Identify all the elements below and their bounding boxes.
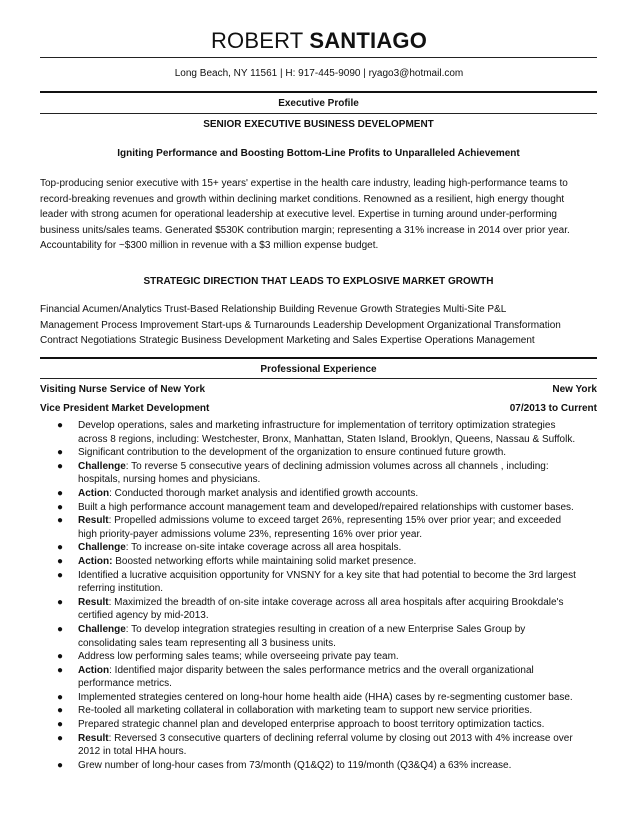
bullet-text: Boosted networking efforts while maintaining solid market presence. <box>112 555 417 567</box>
bullet-text: : Identified major disparity between the sales performance metrics and the overall organizational <box>109 664 534 676</box>
position-row <box>40 403 597 414</box>
position-title: Vice President Market Development <box>40 403 210 414</box>
bullet-dot-icon: ● <box>57 691 64 703</box>
name-divider <box>40 57 597 58</box>
skills-line: Financial Acumen/Analytics Trust-Based Relationship Building Revenue Growth Strategies Multi-Site P&L <box>40 304 507 315</box>
role-title: SENIOR EXECUTIVE BUSINESS DEVELOPMENT <box>203 119 434 130</box>
bullet-label: Challenge <box>78 542 126 554</box>
strategy-heading: STRATEGIC DIRECTION THAT LEADS TO EXPLOSIVE MARKET GROWTH <box>143 276 494 287</box>
experience-bullet <box>40 732 600 759</box>
profile-section-title: Executive Profile <box>278 98 359 109</box>
employer-name: Visiting Nurse Service of New York <box>40 384 206 395</box>
bullet-label: Challenge <box>78 623 126 635</box>
experience-bullet <box>40 569 600 596</box>
bullet-label: Action <box>78 664 110 676</box>
bullet-text: : To increase on-site intake coverage across all area hospitals. <box>125 542 402 554</box>
experience-bullet <box>40 446 600 460</box>
bullet-dot-icon: ● <box>57 501 64 513</box>
bullet-dot-icon: ● <box>57 719 64 731</box>
bullet-text: across 8 regions, including: Westchester, Bronx, Manhattan, Staten Island, Brooklyn, Queens, Nassau & Suffolk. <box>78 433 576 445</box>
bullet-text: consolidating sales team representing all 3 business units. <box>78 637 336 649</box>
bullet-text: : Reversed 3 consecutive quarters of declining referral volume by closing out 2013 with 4% increase over <box>108 732 573 744</box>
bullet-dot-icon: ● <box>57 555 64 567</box>
bullet-text: certified agency by mid-2013. <box>78 610 209 622</box>
bullet-dot-icon: ● <box>57 623 64 635</box>
skills-paragraph <box>40 302 600 349</box>
first-name: ROBERT <box>210 28 304 53</box>
experience-divider-bottom <box>40 378 597 379</box>
experience-bullet <box>40 460 600 487</box>
bullet-text: Develop operations, sales and marketing infrastructure for implementation of territory optimization strategies <box>78 420 556 431</box>
bullet-label: Action <box>78 487 110 499</box>
experience-bullet <box>40 664 600 691</box>
summary-paragraph <box>40 176 600 254</box>
bullet-dot-icon: ● <box>57 651 64 663</box>
experience-bullet <box>40 487 600 501</box>
last-name: SANTIAGO <box>309 28 428 53</box>
experience-bullet <box>40 623 600 650</box>
bullet-text: : Propelled admissions volume to exceed target 26%, representing 15% over prior year; and exceeded <box>108 515 562 527</box>
contact-line: Long Beach, NY 11561 | H: 917-445-9090 | ryago3@hotmail.com <box>174 68 464 79</box>
bullet-dot-icon: ● <box>57 460 64 472</box>
bullet-text: : To reverse 5 consecutive years of declining admission volumes across all channels , including: <box>125 460 549 472</box>
bullet-label: Result <box>78 732 109 744</box>
bullet-label: Result <box>78 596 109 608</box>
experience-bullet <box>40 759 600 773</box>
experience-bullet <box>40 704 600 718</box>
experience-bullet <box>40 555 600 569</box>
experience-bullet <box>40 501 600 515</box>
bullet-text: Implemented strategies centered on long-hour home health aide (HHA) cases by re-segmenting customer base. <box>78 691 573 703</box>
candidate-name <box>0 28 638 54</box>
summary-line: leader with strong acumen for operational leadership at executive level. Expertise in turning around under-performing <box>40 209 557 220</box>
skills-line: Contract Negotiations Strategic Business Development Marketing and Sales Expertise Operations Management <box>40 335 535 346</box>
bullet-label: Result <box>78 515 109 527</box>
bullet-text: Address low performing sales teams; while overseeing private pay team. <box>78 651 399 663</box>
experience-section-title: Professional Experience <box>260 364 377 375</box>
bullet-label: Action: <box>78 555 113 567</box>
summary-line: record-breaking revenues and growth within declining market conditions. Renowned as a resilient, high energy thought <box>40 193 565 205</box>
bullet-text: : Maximized the breadth of on-site intake coverage across all area hospitals after acquiring Brookdale's <box>108 596 564 608</box>
summary-line: Top-producing senior executive with 15+ years' expertise in the health care industry, leading high-performance teams to <box>40 178 568 189</box>
bullet-dot-icon: ● <box>57 569 64 581</box>
bullet-text: : Conducted thorough market analysis and identified growth accounts. <box>109 487 419 499</box>
experience-bullet <box>40 541 600 555</box>
experience-bullet <box>40 514 600 541</box>
experience-bullet <box>40 419 600 446</box>
experience-bullet <box>40 596 600 623</box>
experience-divider-top <box>40 357 597 359</box>
experience-bullets <box>40 419 600 772</box>
bullet-dot-icon: ● <box>57 664 64 676</box>
tagline: Igniting Performance and Boosting Bottom-Line Profits to Unparalleled Achievement <box>117 148 520 159</box>
bullet-text: 2012 in total HHA hours. <box>78 746 187 758</box>
experience-bullet <box>40 650 600 664</box>
bullet-text: : To develop integration strategies resulting in creation of a new Enterprise Sales Group by <box>125 623 526 635</box>
position-dates: 07/2013 to Current <box>509 403 597 414</box>
bullet-dot-icon: ● <box>57 447 64 459</box>
bullet-label: Challenge <box>78 460 126 472</box>
experience-bullet <box>40 691 600 705</box>
bullet-dot-icon: ● <box>57 596 64 608</box>
bullet-text: Re-tooled all marketing collateral in collaboration with marketing team to support new service priorities. <box>78 705 533 717</box>
bullet-text: hospitals, nursing homes and physicians. <box>78 474 261 486</box>
profile-divider-bottom <box>40 113 597 114</box>
profile-divider-top <box>40 91 597 93</box>
bullet-text: Significant contribution to the development of the organization to ensure continued future growth. <box>78 447 507 459</box>
summary-line: business units/sales teams. Generated $530K contribution margin; representing a 31% increase in 2014 over prior year. <box>40 224 570 236</box>
bullet-dot-icon: ● <box>57 732 64 744</box>
bullet-dot-icon: ● <box>57 705 64 717</box>
bullet-dot-icon: ● <box>57 420 64 431</box>
bullet-text: Prepared strategic channel plan and developed enterprise approach to boost territory optimization tactics. <box>78 719 545 731</box>
bullet-dot-icon: ● <box>57 759 64 771</box>
employer-location: New York <box>552 384 597 395</box>
bullet-text: performance metrics. <box>78 678 172 690</box>
bullet-text: Built a high performance account management team and developed/repaired relationships with customer bases. <box>78 501 574 513</box>
bullet-dot-icon: ● <box>57 487 64 499</box>
skills-line: Management Process Improvement Start-ups & Turnarounds Leadership Development Organizational Transformation <box>40 319 561 331</box>
bullet-text: Identified a lucrative acquisition opportunity for VNSNY for a key site that had potential to become the 3rd largest <box>78 569 576 581</box>
bullet-dot-icon: ● <box>57 515 64 527</box>
experience-bullet <box>40 718 600 732</box>
bullet-text: referring institution. <box>78 583 164 595</box>
summary-line: Accountability for ~$300 million in revenue with a $3 million expense budget. <box>40 240 379 251</box>
bullet-text: high priority-payer admissions volume 23%, representing 16% over prior year. <box>78 528 423 540</box>
employer-row <box>40 384 597 395</box>
bullet-dot-icon: ● <box>57 542 64 554</box>
bullet-text: Grew number of long-hour cases from 73/month (Q1&Q2) to 119/month (Q3&Q4) a 63% increase. <box>78 759 512 771</box>
